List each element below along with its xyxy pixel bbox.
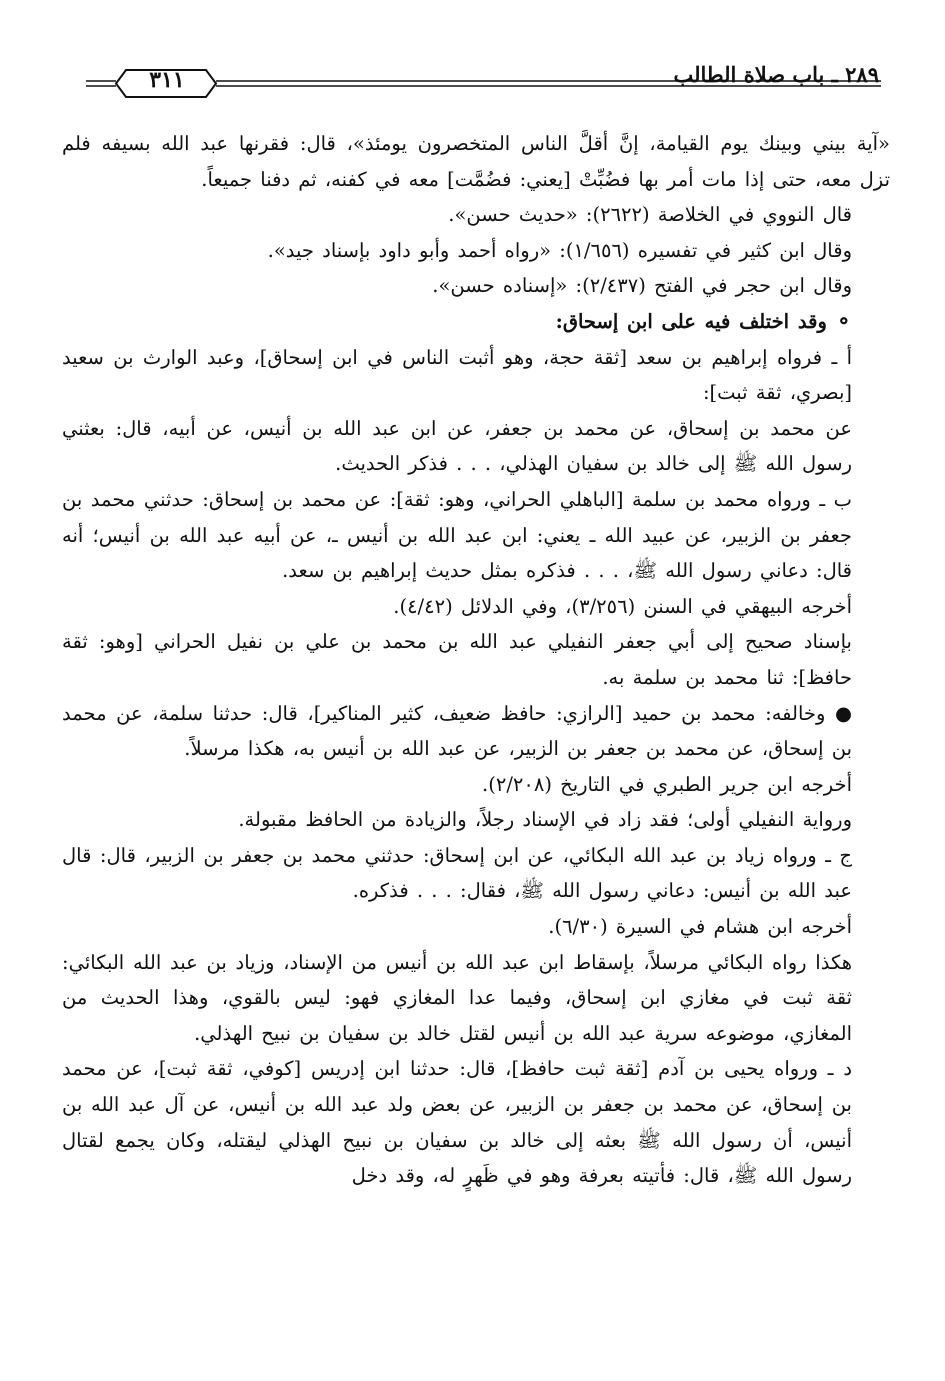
paragraph: هكذا رواه البكائي مرسلاً، بإسقاط ابن عبد الله بن أنيس من الإسناد، وزياد بن عبد الله البكائي: ثقة ثبت في مغازي ابن إسحاق، وفيما عدا المغازي فهو: ليس بالقوي، وهذا الحديث من المغازي، موضوعه سرية عبد الله بن أنيس لقتل خالد بن سفيان بن نبيح الهذلي. (62, 950, 852, 1045)
paragraph: د ـ ورواه يحيى بن آدم [ثقة ثبت حافظ]، قال: حدثنا ابن إدريس [كوفي، ثقة ثبت]، عن محمد بن إسحاق، عن محمد بن جعفر بن الزبير، عن بعض ولد عبد الله بن أنيس، عن آل عبد الله بن أنيس، أن رسول الله ﷺ بعثه إلى خالد بن سفيان بن نبيح الهذلي ليقتله، وكان يجمع لقتال رسول الله ﷺ، قال: فأتيته بعرفة وهو في ظَهرٍ له، وقد دخل (62, 1057, 852, 1188)
paragraph: أخرجه ابن هشام في السيرة (٦/٣٠). (548, 915, 852, 939)
paragraph: ج ـ ورواه زياد بن عبد الله البكائي، عن ابن إسحاق: حدثني محمد بن جعفر بن الزبير، قال: قال عبد الله بن أنيس: دعاني رسول الله ﷺ، فقال: . . . فذكره. (62, 843, 852, 903)
paragraph: وقال ابن حجر في الفتح (٢/٤٣٧): «إسناده حسن». (432, 274, 852, 298)
chapter-title: ٢٨٩ ـ باب صلاة الطالب (673, 62, 879, 87)
page-number: ٣١١ (149, 67, 185, 93)
paragraph: ب ـ ورواه محمد بن سلمة [الباهلي الحراني، وهو: ثقة]: عن محمد بن إسحاق: حدثني محمد بن جعفر بن الزبير، عن عبيد الله ـ يعني: ابن عبد الله بن أنيس ـ، عن أبيه عبد الله بن أنيس؛ أنه قال: دعاني رسول الله ﷺ، . . . فذكره بمثل حديث إبراهيم بن سعد. (62, 487, 852, 583)
paragraph: أخرجه البيهقي في السنن (٣/٢٥٦)، وفي الدلائل (٤/٤٢). (393, 594, 852, 618)
paragraph: أ ـ فرواه إبراهيم بن سعد [ثقة حجة، وهو أثبت الناس في ابن إسحاق]، وعبد الوارث بن سعيد [بصري، ثقة ثبت]: (62, 345, 852, 405)
header-rule (86, 58, 881, 102)
page-body (62, 126, 890, 1194)
paragraph: قال النووي في الخلاصة (٢٦٢٢): «حديث حسن». (448, 203, 852, 227)
paragraph: ورواية النفيلي أولى؛ فقد زاد في الإسناد رجلاً، والزيادة من الحافظ مقبولة. (238, 808, 852, 832)
section-heading: ⚬ وقد اختلف فيه على ابن إسحاق: (555, 309, 852, 333)
paragraph: أخرجه ابن جرير الطبري في التاريخ (٢/٢٠٨). (482, 772, 852, 796)
paragraph: بإسناد صحيح إلى أبي جعفر النفيلي عبد الله بن محمد بن علي بن نفيل الحراني [وهو: ثقة حافظ]: ثنا محمد بن سلمة به. (62, 630, 852, 689)
page-header (86, 58, 879, 102)
paragraph: وقال ابن كثير في تفسيره (١/٦٥٦): «رواه أحمد وأبو داود بإسناد جيد». (267, 238, 852, 262)
paragraph: عن محمد بن إسحاق، عن محمد بن جعفر، عن ابن عبد الله بن أنيس، عن أبيه، قال: بعثني رسول الله ﷺ إلى خالد بن سفيان الهذلي، . . . فذكر الحديث. (62, 416, 852, 476)
paragraph: ● وخالفه: محمد بن حميد [الرازي: حافظ ضعيف، كثير المناكير]، قال: حدثنا سلمة، عن محمد بن إسحاق، عن محمد بن جعفر بن الزبير، عن عبد الله بن أنيس به، هكذا مرسلاً. (62, 701, 852, 761)
page-number-box (124, 66, 210, 96)
paragraph: «آية بيني وبينك يوم القيامة، إنَّ أقلَّ الناس المتخصرون يومئذ»، قال: فقرنها عبد الله بسيفه فلم تزل معه، حتى إذا مات أمر بها فضُبِّتْ [يعني: فضُمَّت] معه في كفنه، ثم دفنا جميعاً. (62, 132, 890, 191)
